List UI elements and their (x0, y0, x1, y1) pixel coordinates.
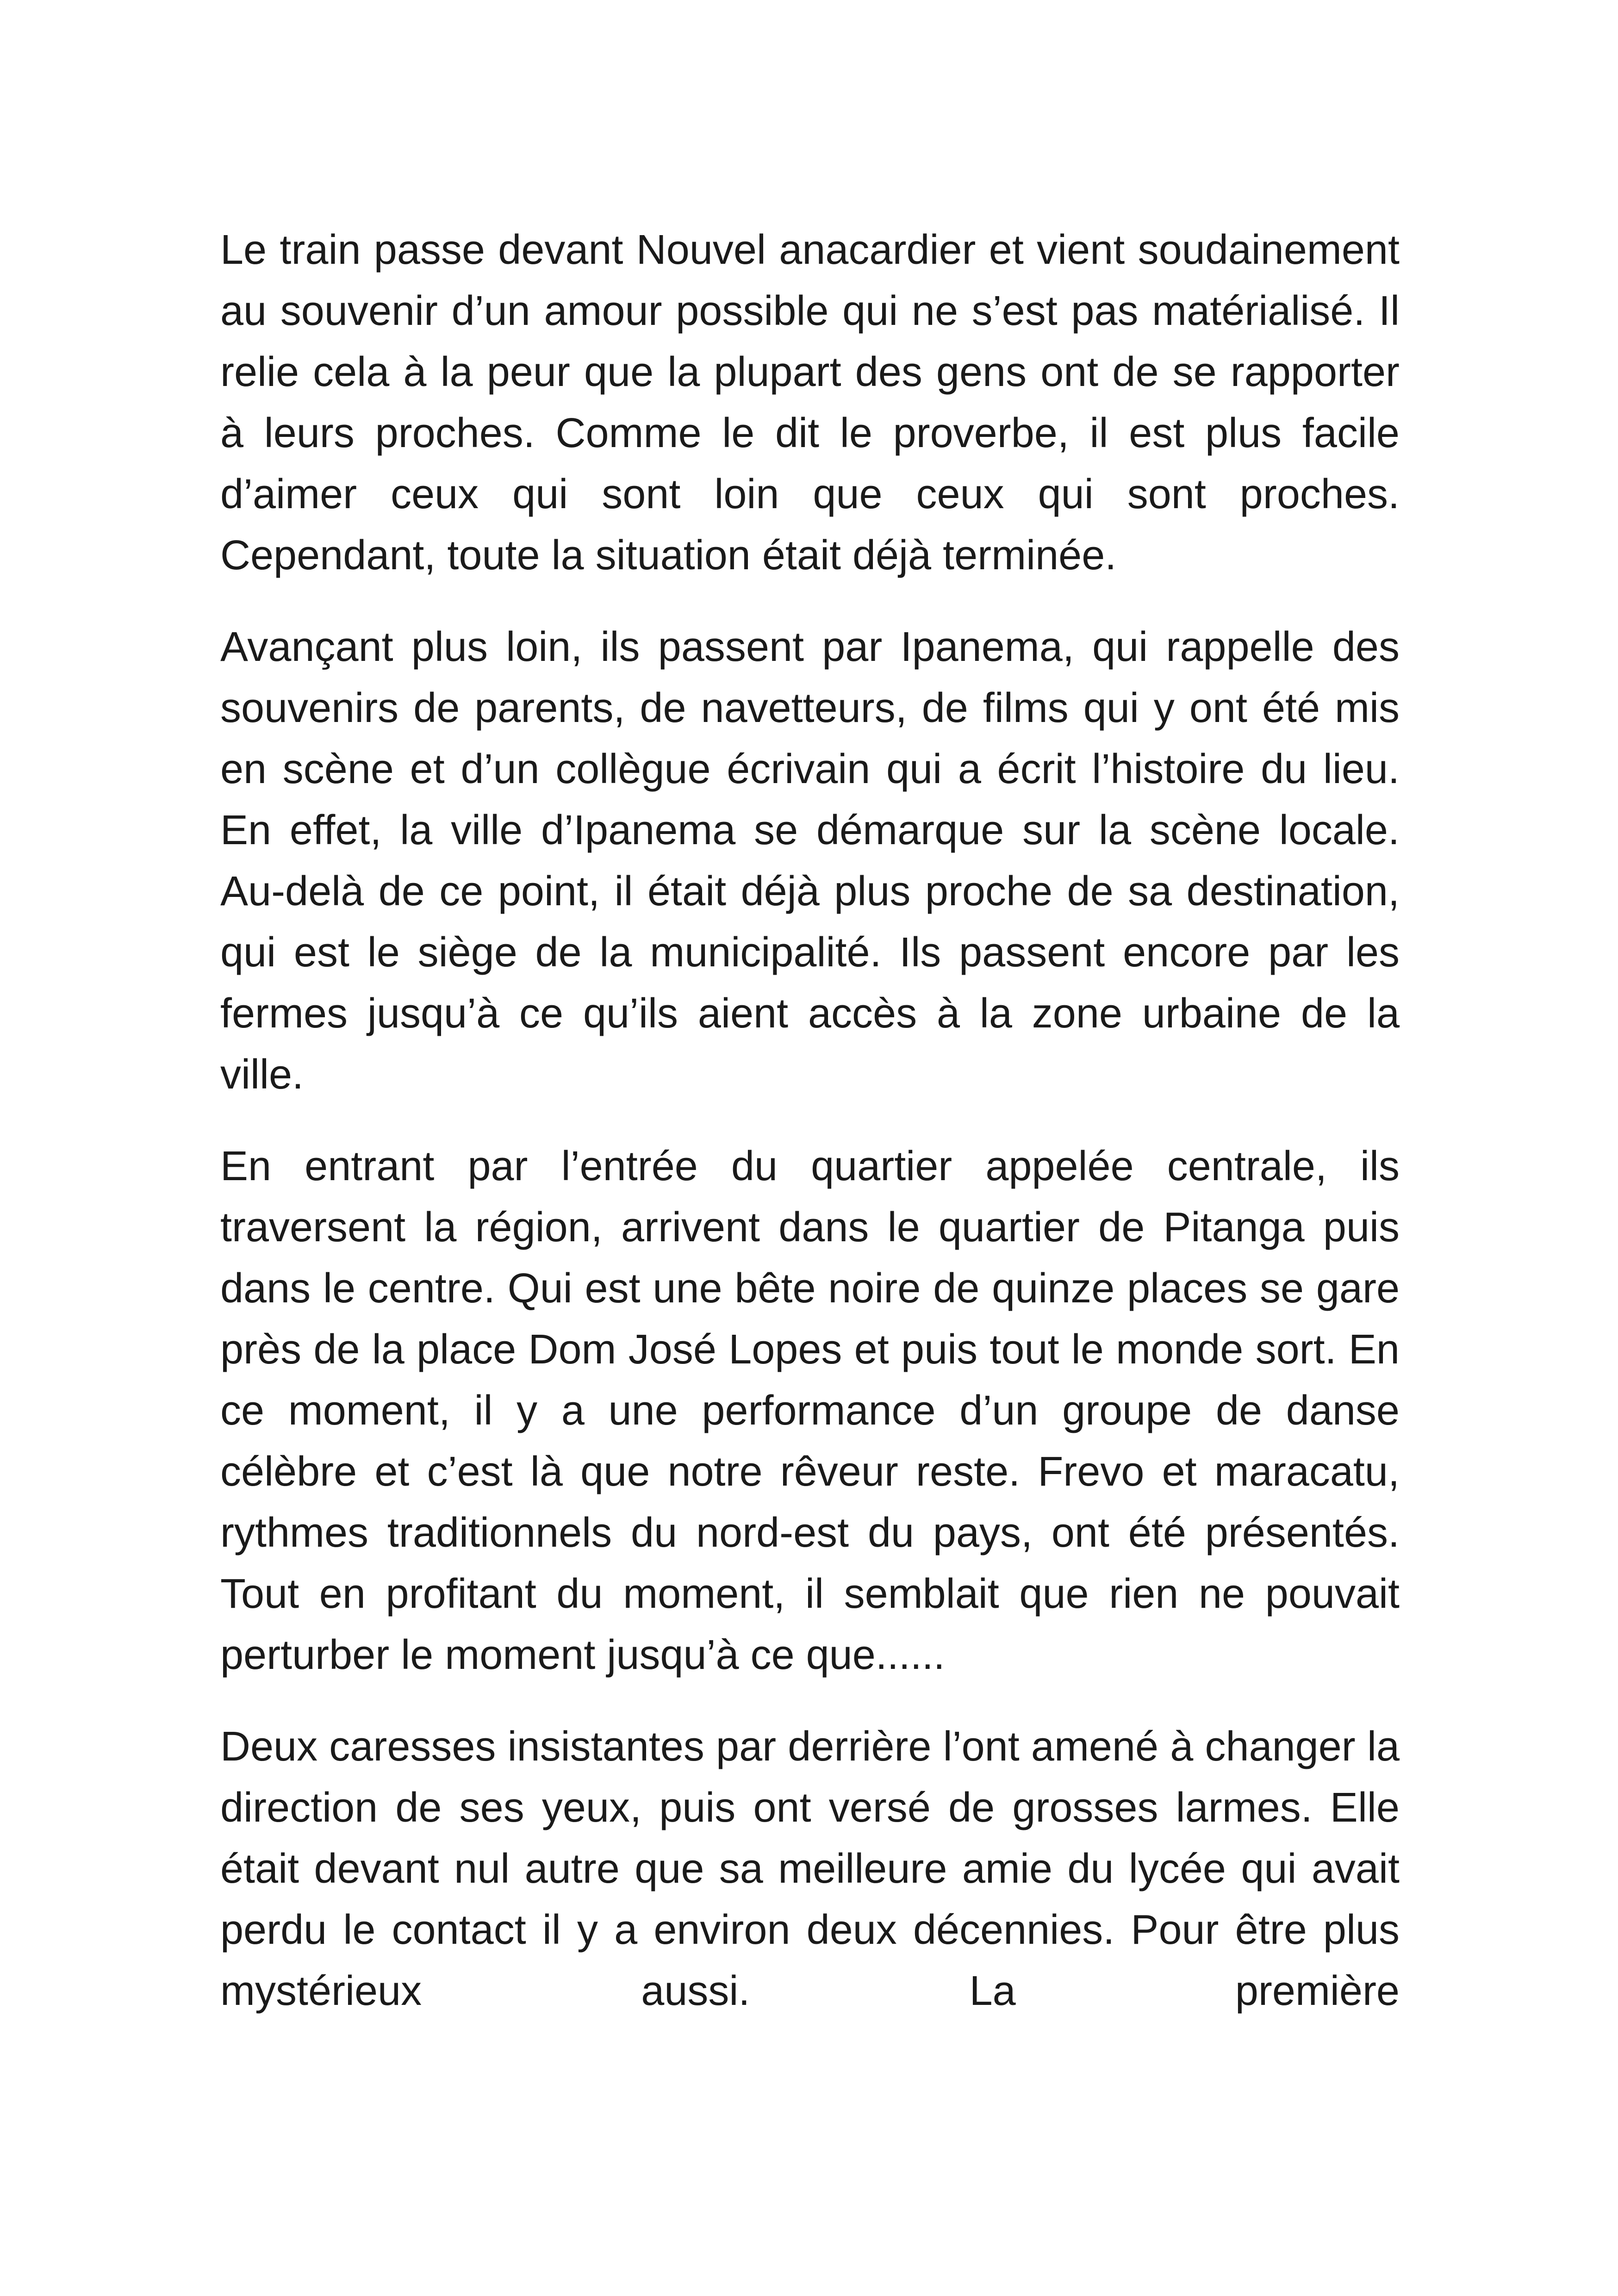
document-page (220, 219, 1400, 2022)
paragraph-3: En entrant par l’entrée du quartier appelée centrale, ils traversent la région, arrivent dans le quartier de Pitanga puis dans le centre. Qui est une bête noire de quinze places se gare près de la place Dom José Lopes et puis tout le monde sort. En ce moment, il y a une performance d’un groupe de danse célèbre et c’est là que notre rêveur reste. Frevo et maracatu, rythmes traditionnels du nord-est du pays, ont été présentés. Tout en profitant du moment, il semblait que rien ne pouvait perturber le moment jusqu’à ce que...... (220, 1143, 1400, 1678)
paragraph-2: Avançant plus loin, ils passent par Ipanema, qui rappelle des souvenirs de parents, de navetteurs, de films qui y ont été mis en scène et d’un collègue écrivain qui a écrit l’histoire du lieu. En effet, la ville d’Ipanema se démarque sur la scène locale. Au-delà de ce point, il était déjà plus proche de sa destination, qui est le siège de la municipalité. Ils passent encore par les fermes jusqu’à ce qu’ils aient accès à la zone urbaine de la ville. (220, 624, 1400, 1098)
paragraph-1: Le train passe devant Nouvel anacardier et vient soudainement au souvenir d’un amour possible qui ne s’est pas matérialisé. Il relie cela à la peur que la plupart des gens ont de se rapporter à leurs proches. Comme le dit le proverbe, il est plus facile d’aimer ceux qui sont loin que ceux qui sont proches. Cependant, toute la situation était déjà terminée. (220, 227, 1400, 579)
paragraph-4: Deux caresses insistantes par derrière l’ont amené à changer la direction de ses yeux, puis ont versé de grosses larmes. Elle était devant nul autre que sa meilleure amie du lycée qui avait perdu le contact il y a environ deux décennies. Pour être plus mystérieux aussi. La première (220, 1724, 1400, 2014)
